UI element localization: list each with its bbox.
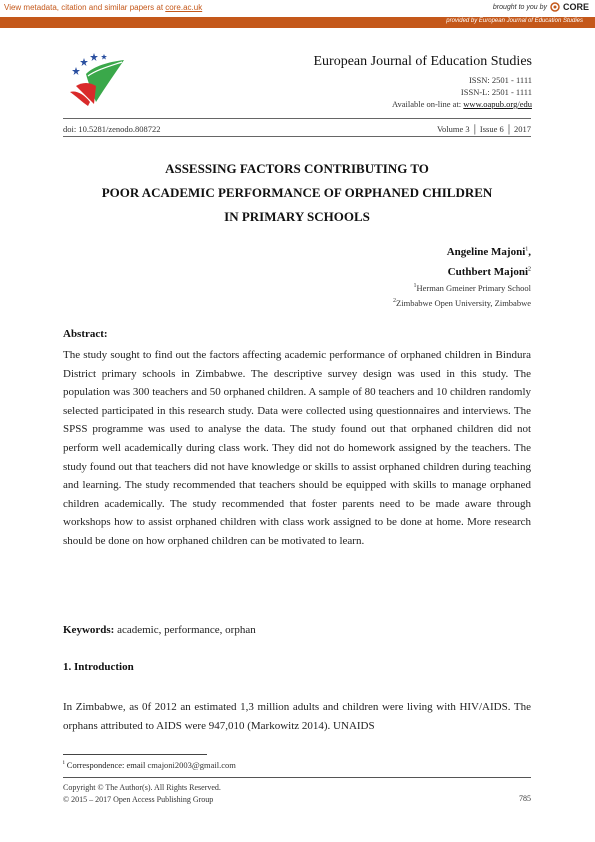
footnote-sup: i xyxy=(63,760,65,767)
header-rule xyxy=(63,118,531,119)
copyright xyxy=(63,782,221,806)
keywords xyxy=(63,624,256,636)
author-name: Cuthbert Majoni xyxy=(447,266,528,278)
author-sup: 2 xyxy=(528,266,531,273)
journal-url-link[interactable]: www.oapub.org/edu xyxy=(463,99,532,109)
abstract-text: The study sought to find out the factors affecting academic performance of orphaned children in Bindura District primary schools in Zimbabwe. The descriptive survey design was used in this study. The population was 300 teachers and 50 orphaned children. A sample of 80 teachers and 10 children randomly selected participated in this research study. Data were collected using questionnaires and interviews. The SPSS programme was used to analyse the data. The study found out that orphaned children did not perform well academically during class work. They did not do homework assigned by the teachers. The study found out that teachers did not have knowledge or skills to assist orphaned children during teaching and learning. The study recommended that teachers should be equipped with skills to manage orphaned children academically. The study recommended that foster parents need to be made aware through workshops how to assist orphaned children with class work assigned to be done at home. More research should be done on how orphaned children can be motivated to learn. xyxy=(63,349,531,547)
author xyxy=(447,262,531,282)
availability-label: Available on-line at: xyxy=(391,99,462,109)
title-line: POOR ACADEMIC PERFORMANCE OF ORPHANED CHILDREN xyxy=(101,185,493,200)
introduction-text: In Zimbabwe, as 0f 2012 an estimated 1,3 million adults and children were living with HIV/AIDS. The orphans attributed to AIDS were 947,010 (Markowitz 2014). UNAIDS xyxy=(63,701,531,732)
core-metadata-label: View metadata, citation and similar papers at xyxy=(4,3,164,12)
core-banner xyxy=(0,0,595,17)
abstract-heading: Abstract: xyxy=(63,328,108,340)
page-number: 785 xyxy=(519,794,531,803)
introduction-heading: 1. Introduction xyxy=(63,661,134,673)
title-line: ASSESSING FACTORS CONTRIBUTING TO xyxy=(165,161,429,176)
journal-logo-icon xyxy=(66,50,128,110)
affiliation-list xyxy=(393,281,531,311)
affiliation-sup: 2 xyxy=(393,298,397,305)
core-provider-text[interactable]: provided by European Journal of Education Studies xyxy=(446,18,583,24)
title-line: IN PRIMARY SCHOOLS xyxy=(224,209,370,224)
journal-availability xyxy=(313,98,532,110)
meta-rule xyxy=(63,136,531,137)
keywords-label: Keywords: xyxy=(63,624,115,636)
journal-issn: ISSN: 2501 - 1111 xyxy=(468,75,532,85)
author-name: Angeline Majoni xyxy=(446,246,526,258)
doi[interactable]: doi: 10.5281/zenodo.808722 xyxy=(63,124,161,134)
journal-issn-l: ISSN-L: 2501 - 1111 xyxy=(460,87,532,97)
core-brought-by[interactable] xyxy=(493,2,589,12)
affiliation-text: Herman Gmeiner Primary School xyxy=(416,283,531,293)
journal-title: European Journal of Education Studies xyxy=(313,54,532,69)
author-list xyxy=(447,242,531,282)
footnote-label: Correspondence: email xyxy=(66,760,146,770)
author-sup: 1 xyxy=(525,246,529,253)
author xyxy=(447,242,531,262)
core-brought-label: brought to you by xyxy=(492,3,547,11)
volume-issue: Volume 3 │ Issue 6 │ 2017 xyxy=(436,124,531,134)
affiliation xyxy=(393,296,531,311)
keywords-text: academic, performance, orphan xyxy=(117,624,256,636)
core-metadata-text xyxy=(4,3,202,12)
affiliation xyxy=(393,281,531,296)
core-provider-strip xyxy=(0,17,595,28)
core-logo-icon xyxy=(550,2,560,12)
copyright-line-1: Copyright © The Author(s). All Rights Reserved. xyxy=(63,783,221,792)
footnote-email[interactable]: cmajoni2003@gmail.com xyxy=(147,760,236,770)
paper-title xyxy=(63,157,531,229)
author-suffix: , xyxy=(528,246,531,258)
core-link[interactable]: core.ac.uk xyxy=(165,3,203,12)
journal-info xyxy=(313,54,532,110)
affiliation-sup: 1 xyxy=(413,283,417,290)
core-brand: CORE xyxy=(562,2,589,12)
footnote-rule xyxy=(63,754,207,755)
footnote xyxy=(63,760,236,770)
affiliation-text: Zimbabwe Open University, Zimbabwe xyxy=(396,298,531,308)
footer-rule xyxy=(63,777,531,778)
copyright-line-2: © 2015 – 2017 Open Access Publishing Group xyxy=(63,795,214,804)
